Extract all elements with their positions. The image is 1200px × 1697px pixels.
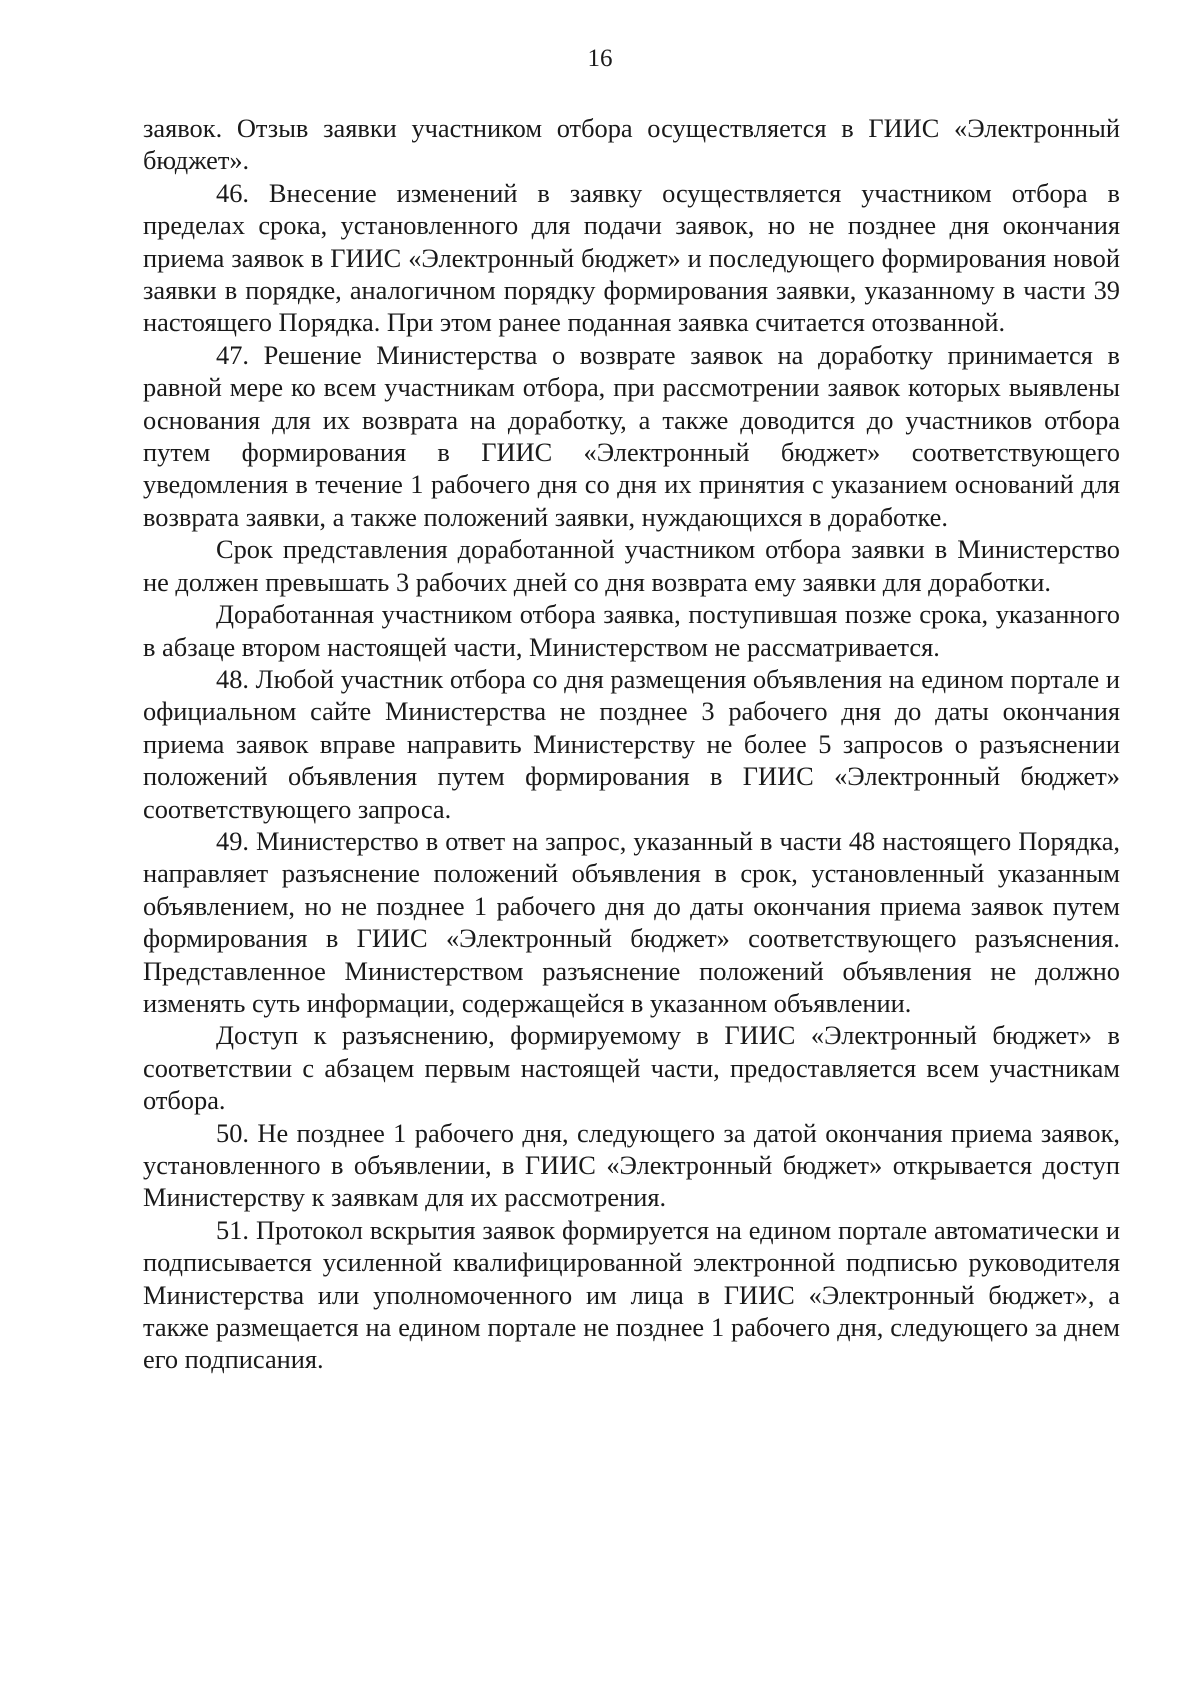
document-body [143,112,1120,1376]
paragraph-continuation: заявок. Отзыв заявки участником отбора осуществляется в ГИИС «Электронный бюджет». [143,113,1120,176]
paragraph-item-47: 47. Решение Министерства о возврате заявок на доработку принимается в равной мере ко всем участникам отбора, при рассмотрении заявок которых выявлены основания для их возврата на доработку, а также доводится до участников отбора путем формирования в ГИИС «Электронный бюджет» соответствующего уведомления в течение 1 рабочего дня со дня их принятия с указанием оснований для возврата заявки, а также положений заявки, нуждающихся в доработке. [143,339,1120,532]
paragraph-item-48: 48. Любой участник отбора со дня размещения объявления на едином портале и официальном сайте Министерства не позднее 3 рабочего дня до даты окончания приема заявок вправе направить Министерству не более 5 запросов о разъяснении положений объявления путем формирования в ГИИС «Электронный бюджет» соответствующего запроса. [143,663,1120,824]
paragraph-item-46: 46. Внесение изменений в заявку осуществляется участником отбора в пределах срока, установленного для подачи заявок, но не позднее дня окончания приема заявок в ГИИС «Электронный бюджет» и последующего формирования новой заявки в порядке, аналогичном порядку формирования заявки, указанному в части 39 настоящего Порядка. При этом ранее поданная заявка считается отозванной. [143,177,1120,338]
paragraph-clarification-access: Доступ к разъяснению, формируемому в ГИИС «Электронный бюджет» в соответствии с абзацем первым настоящей части, предоставляется всем участникам отбора. [143,1020,1120,1116]
paragraph-resubmission-term: Срок представления доработанной участником отбора заявки в Министерство не должен превышать 3 рабочих дней со дня возврата ему заявки для доработки. [143,534,1120,597]
paragraph-item-51: 51. Протокол вскрытия заявок формируется на едином портале автоматически и подписывается усиленной квалифицированной электронной подписью руководителя Министерства или уполномоченного им лица в ГИИС «Электронный бюджет», а также размещается на едином портале не позднее 1 рабочего дня, следующего за днем его подписания. [143,1214,1120,1375]
paragraph-late-resubmission: Доработанная участником отбора заявка, поступившая позже срока, указанного в абзаце втором настоящей части, Министерством не рассматривается. [143,599,1120,662]
page-number: 16 [587,45,613,72]
paragraph-item-49: 49. Министерство в ответ на запрос, указанный в части 48 настоящего Порядка, направляет разъяснение положений объявления в срок, установленный указанным объявлением, но не позднее 1 рабочего дня до даты окончания приема заявок путем формирования в ГИИС «Электронный бюджет» соответствующего разъяснения. Представленное Министерством разъяснение положений объявления не должно изменять суть информации, содержащейся в указанном объявлении. [143,825,1120,1018]
paragraph-item-50: 50. Не позднее 1 рабочего дня, следующего за датой окончания приема заявок, установленного в объявлении, в ГИИС «Электронный бюджет» открывается доступ Министерству к заявкам для их рассмотрения. [143,1117,1120,1213]
